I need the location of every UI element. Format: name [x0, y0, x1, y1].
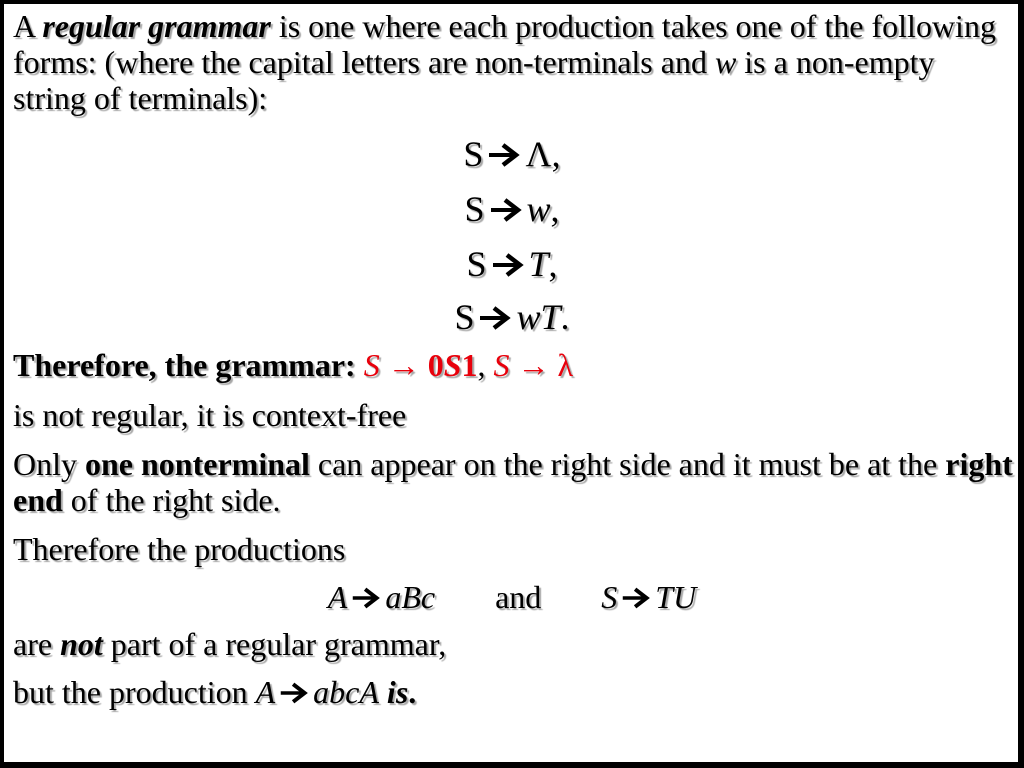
ex1-lhs: A	[327, 579, 348, 615]
p2-arrow: →	[509, 347, 558, 383]
right-arrow-icon	[279, 681, 309, 705]
form-rhs: T	[528, 244, 549, 284]
form-punct: ,	[551, 134, 561, 174]
form-rhs: Λ	[525, 134, 552, 174]
not-regular-text: is not regular, it is context-free	[13, 397, 407, 433]
p1-zero: 0	[427, 347, 444, 383]
form-punct: ,	[550, 189, 560, 229]
form-1	[4, 134, 1020, 174]
form-2	[4, 189, 1020, 229]
p1-lhs: S	[363, 347, 380, 383]
and-word: and	[495, 579, 542, 615]
form-rhs: w	[526, 189, 551, 229]
form-punct: ,	[548, 244, 558, 284]
intro-paragraph	[13, 8, 1013, 116]
are-not-paragraph	[13, 626, 1013, 662]
therefore-productions: Therefore the productions	[13, 531, 346, 567]
right-arrow-icon	[487, 142, 521, 168]
right-arrow-icon	[621, 586, 651, 610]
right-arrow-icon	[489, 197, 523, 223]
p1-s: S	[443, 347, 462, 383]
intro-w: w	[714, 44, 737, 80]
one-nonterminal: one nonterminal	[85, 446, 310, 482]
form-rhs: wT	[516, 297, 561, 337]
slide	[3, 3, 1019, 763]
intro-text-rest2: is a non-empty string of terminals):	[13, 44, 935, 116]
only-paragraph	[13, 446, 1013, 518]
form-4	[4, 297, 1020, 337]
but-paragraph	[13, 674, 1013, 710]
form-lhs: S	[464, 189, 485, 229]
ex1-rhs: aBc	[385, 579, 436, 615]
ex2-rhs: TU	[655, 579, 697, 615]
right-arrow-icon	[491, 252, 525, 278]
production-comma: ,	[477, 347, 494, 383]
form-3	[4, 244, 1020, 284]
is-emphasis: is	[386, 674, 409, 710]
right-end: right end	[13, 446, 1013, 518]
form-lhs: S	[466, 244, 487, 284]
but-rhs: abcA	[313, 674, 379, 710]
therefore-grammar	[13, 347, 1013, 383]
p1-arrow: →	[379, 347, 428, 383]
right-arrow-icon	[478, 305, 512, 331]
p2-rhs: λ	[557, 347, 573, 383]
therefore-label: Therefore, the grammar:	[13, 347, 364, 383]
are-not-rest: part of a regular grammar,	[102, 626, 447, 662]
ex2-lhs: S	[601, 579, 618, 615]
right-arrow-icon	[351, 586, 381, 610]
but-dot: .	[408, 674, 417, 710]
are-text: are	[13, 626, 61, 662]
production-1	[364, 347, 478, 383]
only-a: Only	[13, 446, 85, 482]
example-productions	[4, 577, 1020, 617]
regular-grammar-term: regular grammar	[42, 8, 271, 44]
p1-one: 1	[461, 347, 478, 383]
form-lhs: S	[463, 134, 484, 174]
only-c: can appear on the right side and it must be at the	[309, 446, 946, 482]
not-emphasis: not	[60, 626, 103, 662]
p2-lhs: S	[493, 347, 510, 383]
form-lhs: S	[454, 297, 475, 337]
but-lhs: A	[255, 674, 276, 710]
production-2	[493, 347, 573, 383]
only-e: of the right side.	[62, 482, 281, 518]
form-punct: .	[560, 297, 570, 337]
intro-text-rest1: is one where each production takes one of the following forms: (where the capital letters are non-terminals and	[13, 8, 996, 80]
intro-text-a: A	[13, 8, 43, 44]
but-text: but the production	[13, 674, 256, 710]
